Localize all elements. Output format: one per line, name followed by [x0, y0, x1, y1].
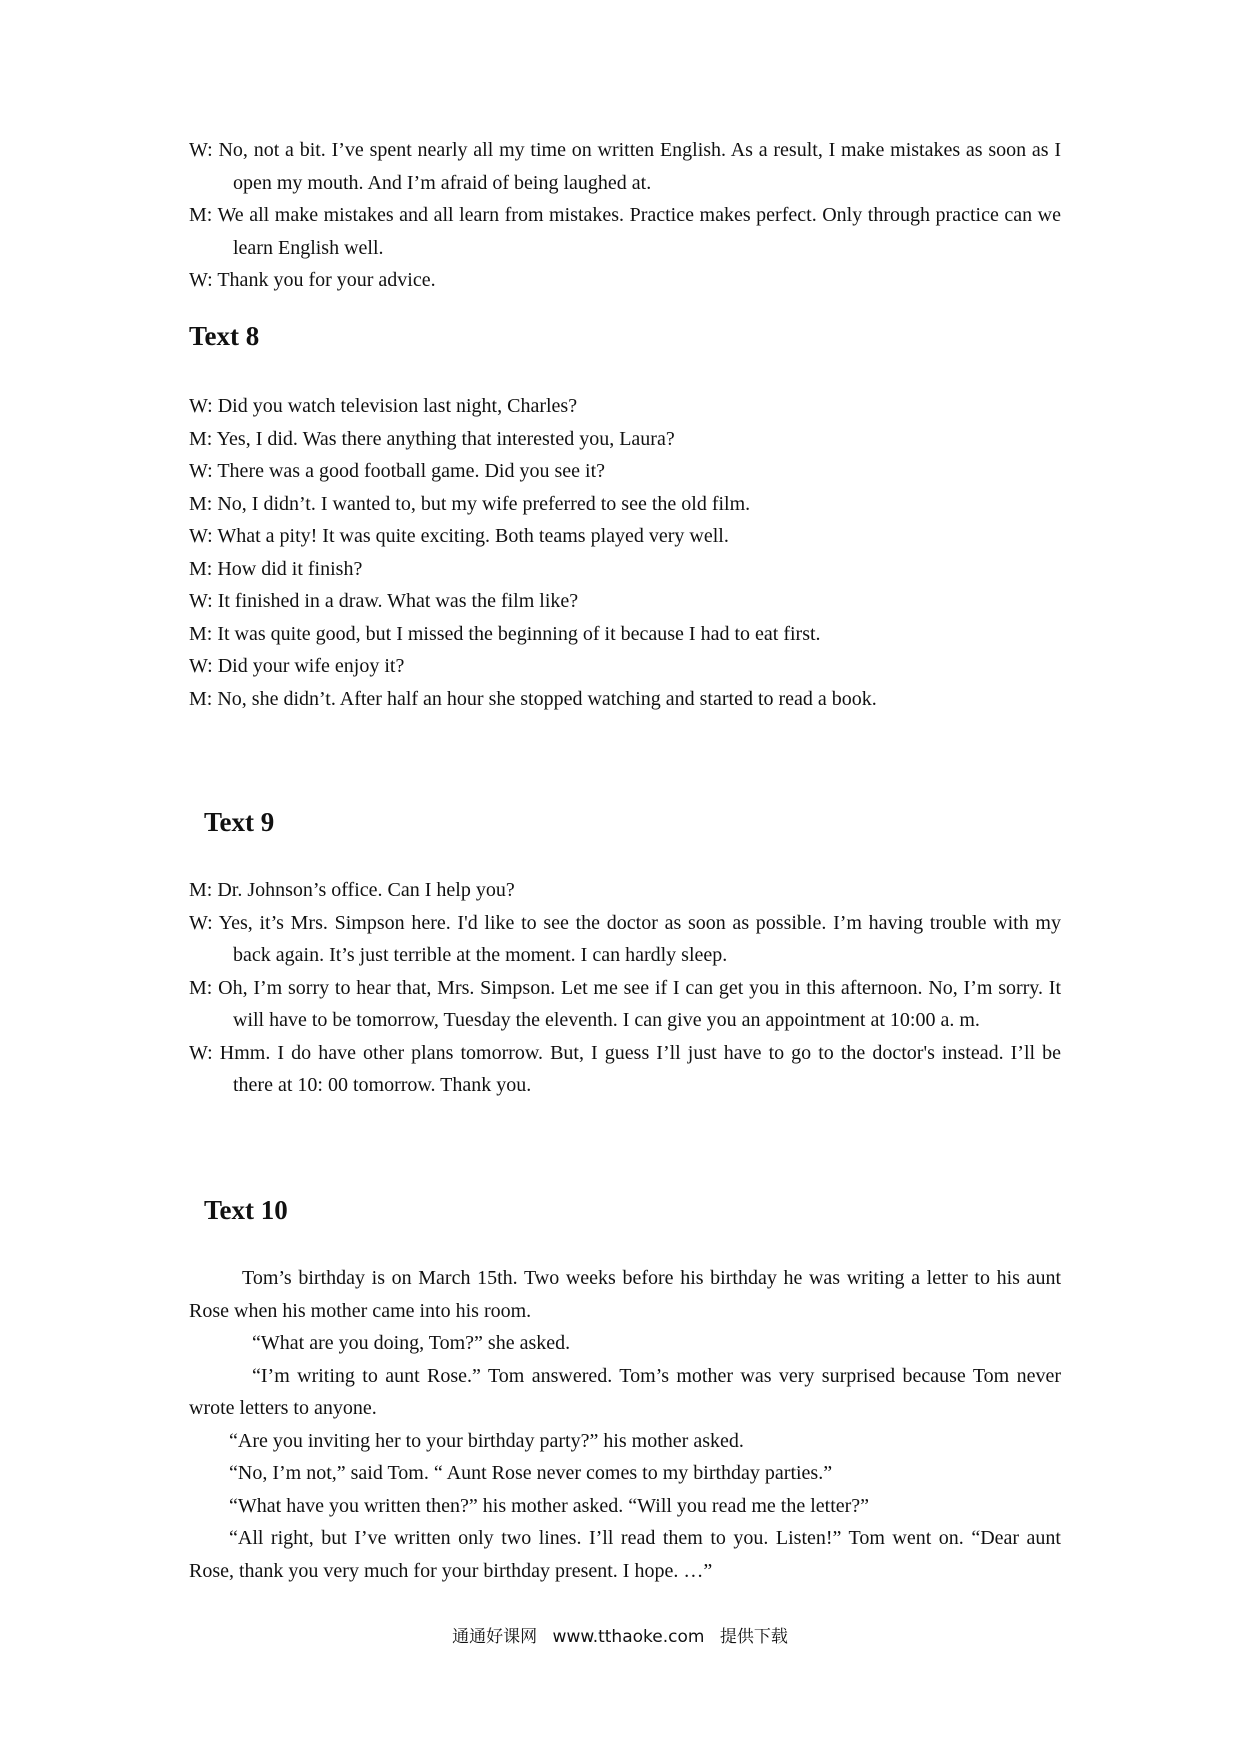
dialogue-line: M: No, I didn’t. I wanted to, but my wife preferred to see the old film.	[189, 492, 751, 515]
text9-dialogue	[189, 874, 1061, 1102]
story-paragraph: “All right, but I’ve written only two lines. I’ll read them to you. Listen!” Tom went on. “Dear aunt Rose, thank you very much for your birthday present. I hope. …”	[189, 1527, 1061, 1582]
story-paragraph: “Are you inviting her to your birthday party?” his mother asked.	[229, 1429, 744, 1452]
footer-url[interactable]: www.tthaoke.com	[552, 1627, 705, 1647]
dialogue-line: W: Yes, it’s Mrs. Simpson here. I'd like to see the doctor as soon as possible. I’m having trouble with my back again. It’s just terrible at the moment. I can hardly sleep.	[189, 911, 1061, 966]
section-heading-text8: Text 8	[189, 321, 260, 351]
text9-heading-wrap	[204, 806, 1076, 838]
dialogue-line: M: It was quite good, but I missed the beginning of it because I had to eat first.	[189, 622, 821, 645]
dialogue-line: M: Oh, I’m sorry to hear that, Mrs. Simpson. Let me see if I can get you in this afternoon. No, I’m sorry. It will have to be tomorrow, Tuesday the eleventh. I can give you an appointment at 10:00 a. m.	[189, 976, 1061, 1031]
footer-note: 提供下载	[719, 1627, 788, 1647]
dialogue-line: W: Did your wife enjoy it?	[189, 655, 405, 677]
dialogue-line: W: There was a good football game. Did you see it?	[189, 460, 605, 482]
dialogue-line: W: Hmm. I do have other plans tomorrow. But, I guess I’ll just have to go to the doctor's instead. I’ll be there at 10: 00 tomorrow. Thank you.	[189, 1041, 1062, 1096]
dialogue-line: M: Dr. Johnson’s office. Can I help you?	[189, 879, 515, 901]
story-paragraph: “What have you written then?” his mother asked. “Will you read me the letter?”	[229, 1494, 870, 1517]
text10-heading-wrap	[204, 1194, 1076, 1226]
text8-heading-wrap	[189, 320, 1061, 352]
dialogue-line: M: We all make mistakes and all learn from mistakes. Practice makes perfect. Only through practice can we learn English well.	[189, 204, 1061, 259]
dialogue-line: W: What a pity! It was quite exciting. Both teams played very well.	[189, 525, 729, 547]
dialogue-line: W: Did you watch television last night, Charles?	[189, 395, 578, 417]
section-heading-text9: Text 9	[204, 807, 275, 837]
text8-dialogue	[189, 390, 1061, 715]
intro-dialogue	[189, 134, 1061, 297]
dialogue-line: M: How did it finish?	[189, 557, 363, 580]
story-paragraph: Tom’s birthday is on March 15th. Two weeks before his birthday he was writing a letter to his aunt Rose when his mother came into his room.	[189, 1267, 1061, 1322]
story-paragraph: “No, I’m not,” said Tom. “ Aunt Rose never comes to my birthday parties.”	[229, 1462, 833, 1484]
section-heading-text10: Text 10	[204, 1195, 288, 1225]
footer-site-name: 通通好课网	[452, 1627, 538, 1647]
text10-story	[189, 1262, 1061, 1587]
dialogue-line: W: No, not a bit. I’ve spent nearly all my time on written English. As a result, I make mistakes as soon as I open my mouth. And I’m afraid of being laughed at.	[189, 139, 1062, 194]
dialogue-line: M: No, she didn’t. After half an hour she stopped watching and started to read a book.	[189, 687, 877, 710]
story-paragraph: “What are you doing, Tom?” she asked.	[252, 1332, 571, 1354]
story-paragraph: “I’m writing to aunt Rose.” Tom answered. Tom’s mother was very surprised because Tom never wrote letters to anyone.	[189, 1364, 1061, 1419]
page-footer	[0, 1622, 1240, 1647]
dialogue-line: W: Thank you for your advice.	[189, 269, 436, 291]
dialogue-line: W: It finished in a draw. What was the film like?	[189, 590, 579, 612]
dialogue-line: M: Yes, I did. Was there anything that interested you, Laura?	[189, 427, 675, 450]
